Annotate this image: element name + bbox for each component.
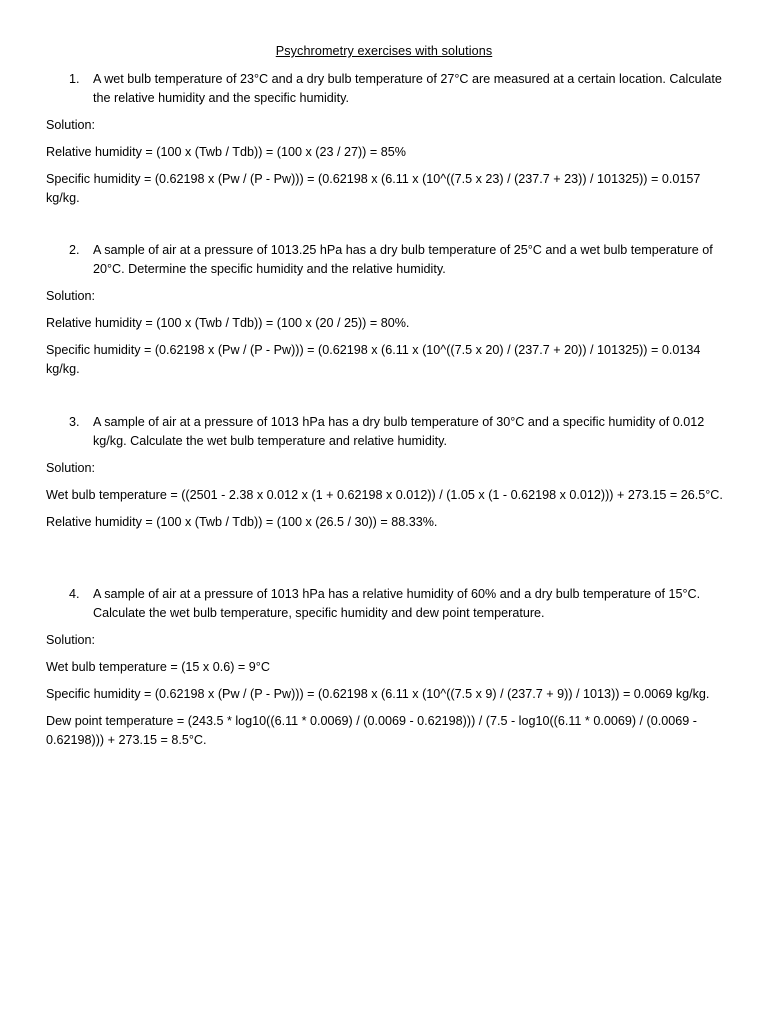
exercise-number: 3. [69,415,80,429]
exercise-question [46,70,726,108]
exercise-question [46,413,726,451]
exercise-3 [46,413,726,532]
exercise-question [46,241,726,279]
question-text: A sample of air at a pressure of 1013.25 hPa has a dry bulb temperature of 25°C and a wet bulb temperature of 20°C. Determine the specific humidity and the relative humidity. [93,243,713,276]
solution-line: Relative humidity = (100 x (Twb / Tdb)) = (100 x (23 / 27)) = 85% [46,145,406,159]
solution-label: Solution: [46,118,96,132]
exercise-2 [46,241,726,379]
solution-line: Dew point temperature = (243.5 * log10((6.11 * 0.0069) / (0.0069 - 0.62198))) / (7.5 - log10((6.11 * 0.0069) / (0.0069 - 0.62198))) + 273.15 = 8.5°C. [46,714,697,747]
exercise-number: 1. [69,72,80,86]
solution-label: Solution: [46,461,96,475]
solution-line: Specific humidity = (0.62198 x (Pw / (P - Pw))) = (0.62198 x (6.11 x (10^((7.5 x 23) / (237.7 + 23)) / 101325)) = 0.0157 kg/kg. [46,172,701,205]
solution-line: Wet bulb temperature = ((2501 - 2.38 x 0.012 x (1 + 0.62198 x 0.012)) / (1.05 x (1 - 0.62198 x 0.012))) + 273.15 = 26.5°C. [46,488,723,502]
solution-label: Solution: [46,633,96,647]
exercise-4 [46,585,726,750]
solution-line: Specific humidity = (0.62198 x (Pw / (P - Pw))) = (0.62198 x (6.11 x (10^((7.5 x 20) / (237.7 + 20)) / 101325)) = 0.0134 kg/kg. [46,343,701,376]
question-text: A sample of air at a pressure of 1013 hPa has a relative humidity of 60% and a dry bulb temperature of 15°C. Calculate the wet bulb temperature, specific humidity and dew point temperature. [93,587,701,620]
solution-label: Solution: [46,289,96,303]
question-text: A wet bulb temperature of 23°C and a dry bulb temperature of 27°C are measured at a certain location. Calculate the relative humidity and the specific humidity. [93,72,722,105]
question-text: A sample of air at a pressure of 1013 hPa has a dry bulb temperature of 30°C and a specific humidity of 0.012 kg/kg. Calculate the wet bulb temperature and relative humidity. [93,415,705,448]
exercise-number: 4. [69,587,80,601]
exercise-number: 2. [69,243,80,257]
exercise-question [46,585,726,623]
solution-line: Relative humidity = (100 x (Twb / Tdb)) = (100 x (26.5 / 30)) = 88.33%. [46,515,438,529]
solution-line: Wet bulb temperature = (15 x 0.6) = 9°C [46,660,270,674]
page-title: Psychrometry exercises with solutions [275,44,493,58]
solution-line: Relative humidity = (100 x (Twb / Tdb)) = (100 x (20 / 25)) = 80%. [46,316,410,330]
solution-line: Specific humidity = (0.62198 x (Pw / (P - Pw))) = (0.62198 x (6.11 x (10^((7.5 x 9) / (237.7 + 9)) / 1013)) = 0.0069 kg/kg. [46,687,710,701]
exercise-1 [46,70,726,208]
